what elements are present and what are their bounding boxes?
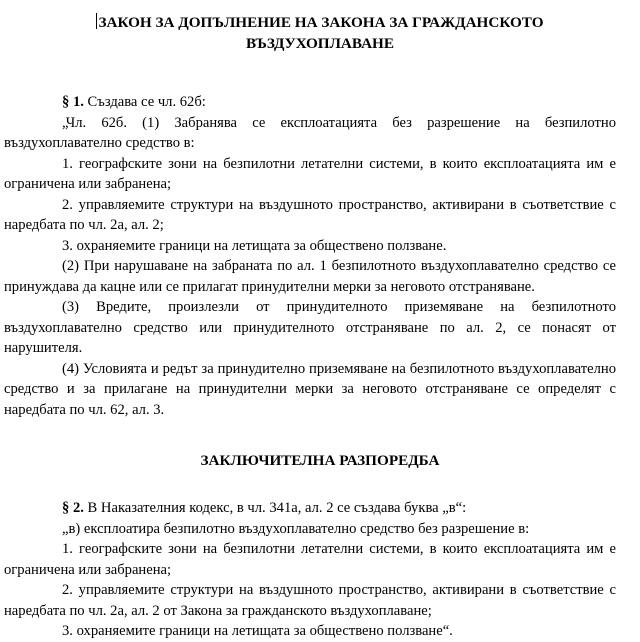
section-1 bbox=[4, 92, 616, 420]
final-provision-heading: ЗАКЛЮЧИТЕЛНА РАЗПОРЕДБА bbox=[200, 452, 440, 469]
document-title bbox=[0, 12, 640, 54]
section-1-paragraph: (4) Условията и редът за принудително приземяване на безпилотното въздухоплавателно средство и за прилагане на принудителни мерки за неговото отстраняване се определят с наредбата по чл. 62, ал. 3. bbox=[4, 360, 616, 418]
section-2-intro: § 2. В Наказателния кодекс, в чл. 341а, ал. 2 се създава буква „в“: bbox=[62, 500, 467, 516]
title-line-2: ВЪЗДУХОПЛАВАНЕ bbox=[245, 35, 394, 52]
title-line-1: ЗАКОН ЗА ДОПЪЛНЕНИЕ НА ЗАКОНА ЗА ГРАЖДАНСКОТО bbox=[98, 14, 544, 31]
section-2-paragraph: 1. географските зони на безпилотни летателни системи, в които експлоатацията им е ограничена или забранена; bbox=[4, 541, 616, 578]
section-1-intro: § 1. Създава се чл. 62б: bbox=[62, 94, 206, 110]
section-1-paragraph: „Чл. 62б. (1) Забранява се експлоатацията без разрешение на безпилотно въздухоплавателно средство в: bbox=[4, 114, 616, 151]
section-2-number: § 2. bbox=[62, 500, 84, 516]
section-1-paragraph: 2. управляемите структури на въздушното пространство, активирани в съответствие с наредбата по чл. 2а, ал. 2; bbox=[4, 196, 616, 233]
section-1-paragraph: (2) При нарушаване на забраната по ал. 1 безпилотното въздухоплавателно средство се принуждава да кацне или се прилагат принудителни мерки за неговото отстраняване. bbox=[4, 258, 616, 295]
section-2-paragraph: „в) експлоатира безпилотно въздухоплавателно средство без разрешение в: bbox=[62, 520, 530, 537]
section-1-paragraph: (3) Вредите, произлезли от принудителното приземяване на безпилотното въздухоплавателно средство или принудителното отстраняване по ал. 2, се понасят от нарушителя. bbox=[4, 299, 616, 356]
section-1-number: § 1. bbox=[62, 94, 84, 110]
section-1-paragraph: 3. охраняемите граници на летищата за обществено ползване. bbox=[62, 237, 447, 254]
section-1-paragraph: 1. географските зони на безпилотни летателни системи, в които експлоатацията им е ограничена или забранена; bbox=[4, 155, 616, 192]
section-2-paragraph: 3. охраняемите граници на летищата за обществено ползване“. bbox=[62, 623, 453, 639]
section-2-paragraph: 2. управляемите структури на въздушното пространство, активирани в съответствие с наредбата по чл. 2а, ал. 2 от Закона за гражданското въздухоплаване; bbox=[4, 582, 616, 619]
section-2 bbox=[4, 498, 616, 642]
